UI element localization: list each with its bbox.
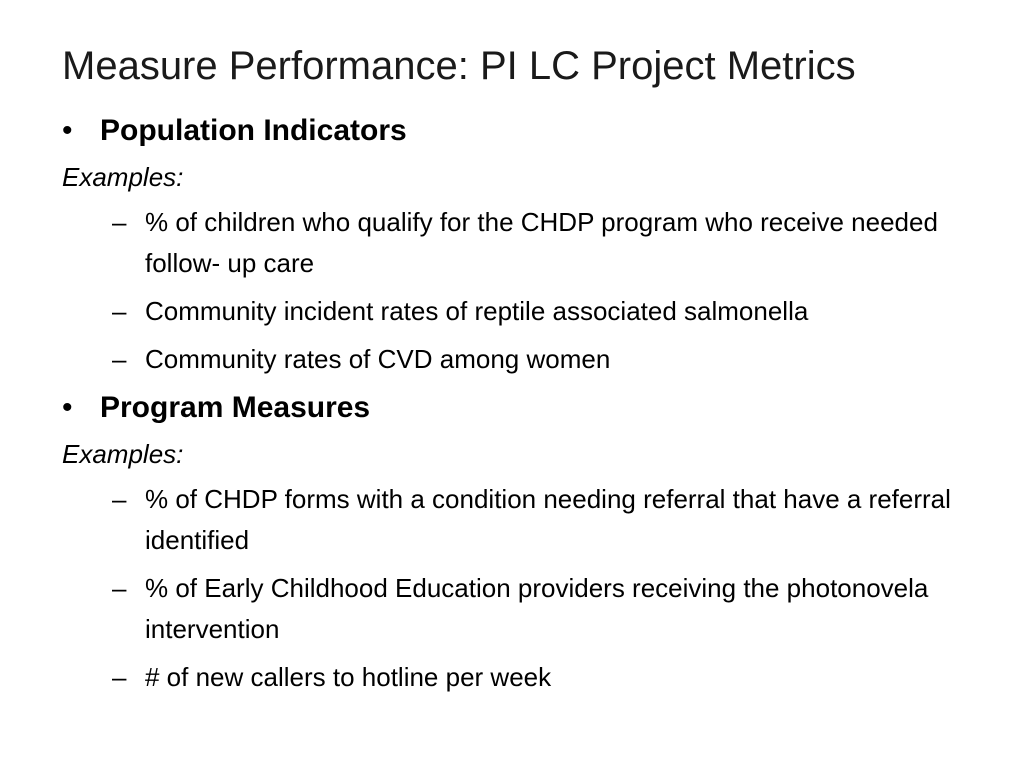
list-item [62,291,1012,332]
example-list [62,479,1012,698]
dash-icon: – [112,296,127,326]
list-item-text: % of children who qualify for the CHDP program who receive needed follow- up care [145,207,938,278]
list-item [62,339,1012,380]
list-item [62,202,1012,284]
list-item-text: % of Early Childhood Education providers receiving the photonovela intervention [145,573,929,644]
list-item [62,568,1012,650]
slide-title: Measure Performance: PI LC Project Metrics [62,44,856,88]
slide-content [62,110,1012,705]
section-heading [62,387,1012,429]
list-item-text: Community incident rates of reptile associated salmonella [145,296,809,326]
example-list [62,202,1012,380]
dash-icon: – [112,662,127,692]
examples-label: Examples: [62,439,184,469]
list-item [62,657,1012,698]
list-item-text: # of new callers to hotline per week [145,662,552,692]
section-population-indicators [62,110,1012,380]
list-item-text: % of CHDP forms with a condition needing referral that have a referral identified [145,484,951,555]
dash-icon: – [112,207,127,237]
dash-icon: – [112,484,127,514]
section-heading-text: Population Indicators [100,114,407,147]
dash-icon: – [112,344,127,374]
section-heading [62,110,1012,152]
bullet-icon: • [62,391,73,424]
list-item [62,479,1012,561]
section-heading-text: Program Measures [100,391,371,424]
bullet-icon: • [62,114,73,147]
list-item-text: Community rates of CVD among women [145,344,611,374]
section-program-measures [62,387,1012,698]
dash-icon: – [112,573,127,603]
examples-label: Examples: [62,162,184,192]
